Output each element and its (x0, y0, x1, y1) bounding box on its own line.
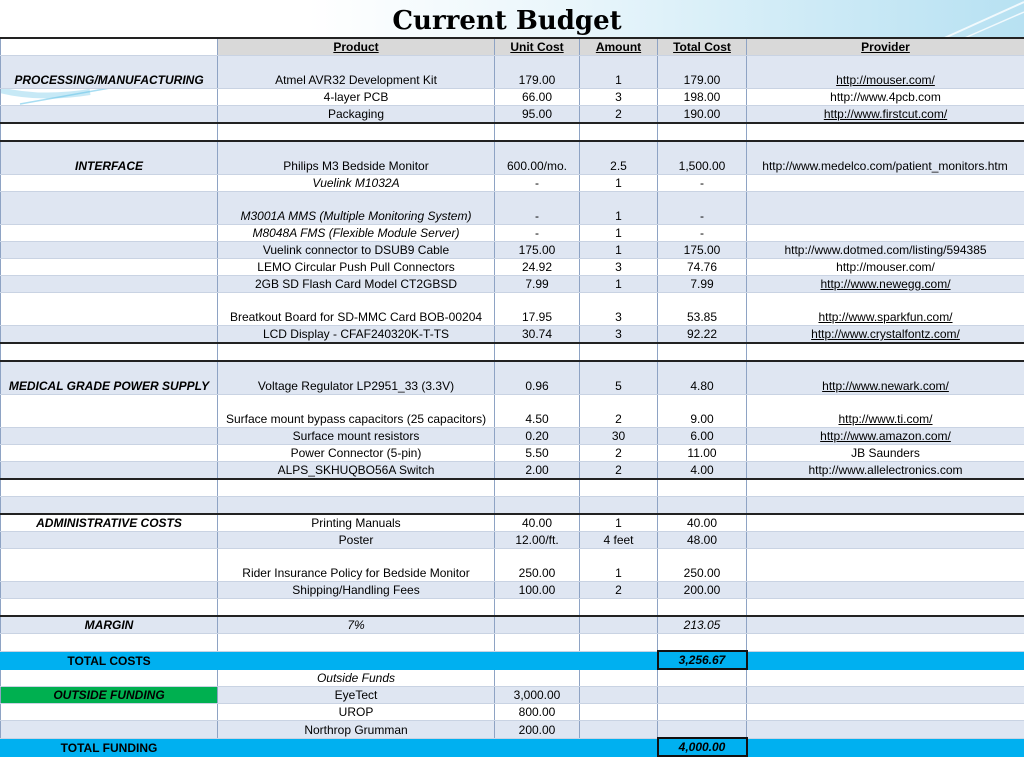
total-cost-cell: 1,500.00 (658, 141, 747, 175)
unit-cost-cell: 4.50 (495, 395, 580, 428)
total-cost-cell: - (658, 225, 747, 242)
product-cell: Poster (218, 532, 495, 549)
product-cell: Breatkout Board for SD-MMC Card BOB-00204 (218, 293, 495, 326)
outside-funds-heading: Outside Funds (218, 669, 495, 687)
total-cost-cell: 179.00 (658, 56, 747, 89)
product-cell: 4-layer PCB (218, 89, 495, 106)
provider-link[interactable]: http://www.ti.com/ (747, 395, 1024, 428)
unit-cost-cell: - (495, 192, 580, 225)
total-cost-cell: 92.22 (658, 326, 747, 344)
total-funding-value: 4,000.00 (658, 738, 747, 756)
table-row (1, 721, 1024, 739)
amount-cell: 3 (580, 259, 658, 276)
amount-cell: 1 (580, 56, 658, 89)
amount-cell: 3 (580, 293, 658, 326)
amount-cell (580, 616, 658, 634)
unit-cost-cell: - (495, 225, 580, 242)
header-product: Product (218, 38, 495, 56)
category-label: MEDICAL GRADE POWER SUPPLY (1, 361, 218, 395)
amount-cell: 2 (580, 106, 658, 124)
provider-cell (747, 514, 1024, 532)
category-label: INTERFACE (1, 141, 218, 175)
provider-link[interactable]: http://www.newegg.com/ (747, 276, 1024, 293)
unit-cost-cell: 179.00 (495, 56, 580, 89)
provider-cell (747, 532, 1024, 549)
funder-name: Northrop Grumman (218, 721, 495, 739)
category-label (1, 549, 218, 582)
product-cell: Printing Manuals (218, 514, 495, 532)
amount-cell: 30 (580, 428, 658, 445)
provider-cell (747, 225, 1024, 242)
table-row (1, 687, 1024, 704)
category-label (1, 326, 218, 344)
table-row (1, 549, 1024, 582)
amount-cell: 2.5 (580, 141, 658, 175)
category-label (1, 106, 218, 124)
unit-cost-cell: 30.74 (495, 326, 580, 344)
table-row (1, 395, 1024, 428)
total-cost-cell: 74.76 (658, 259, 747, 276)
amount-cell: 4 feet (580, 532, 658, 549)
provider-cell: http://www.allelectronics.com (747, 462, 1024, 480)
product-cell: LEMO Circular Push Pull Connectors (218, 259, 495, 276)
category-label (1, 192, 218, 225)
margin-total: 213.05 (658, 616, 747, 634)
product-cell: Philips M3 Bedside Monitor (218, 141, 495, 175)
amount-cell: 1 (580, 276, 658, 293)
unit-cost-cell: - (495, 175, 580, 192)
category-label (1, 445, 218, 462)
product-cell: Surface mount resistors (218, 428, 495, 445)
provider-link[interactable]: http://www.firstcut.com/ (747, 106, 1024, 124)
unit-cost-cell: 0.96 (495, 361, 580, 395)
table-row (1, 242, 1024, 259)
category-label: MARGIN (1, 616, 218, 634)
category-label (1, 89, 218, 106)
total-cost-cell: 175.00 (658, 242, 747, 259)
category-label (1, 428, 218, 445)
budget-table (0, 37, 1024, 757)
table-row (1, 704, 1024, 721)
table-row (1, 56, 1024, 89)
table-row (1, 445, 1024, 462)
category-label (1, 462, 218, 480)
provider-cell (747, 175, 1024, 192)
category-label (1, 276, 218, 293)
table-row (1, 582, 1024, 599)
product-cell: Vuelink M1032A (218, 175, 495, 192)
product-cell: M8048A FMS (Flexible Module Server) (218, 225, 495, 242)
product-cell: Shipping/Handling Fees (218, 582, 495, 599)
product-cell: Rider Insurance Policy for Bedside Monitor (218, 549, 495, 582)
product-cell: 2GB SD Flash Card Model CT2GBSD (218, 276, 495, 293)
category-label (1, 225, 218, 242)
total-cost-cell: - (658, 175, 747, 192)
table-row (1, 141, 1024, 175)
unit-cost-cell: 100.00 (495, 582, 580, 599)
total-cost-cell: 6.00 (658, 428, 747, 445)
unit-cost-cell: 2.00 (495, 462, 580, 480)
spacer-row (1, 479, 1024, 497)
provider-cell: http://www.dotmed.com/listing/594385 (747, 242, 1024, 259)
total-cost-cell: 40.00 (658, 514, 747, 532)
provider-link[interactable]: http://www.amazon.com/ (747, 428, 1024, 445)
total-cost-cell: 250.00 (658, 549, 747, 582)
table-row (1, 89, 1024, 106)
total-cost-cell: 4.00 (658, 462, 747, 480)
total-cost-cell: 198.00 (658, 89, 747, 106)
table-row (1, 428, 1024, 445)
table-row (1, 462, 1024, 480)
provider-cell: JB Saunders (747, 445, 1024, 462)
total-cost-cell: 48.00 (658, 532, 747, 549)
product-cell: LCD Display - CFAF240320K-T-TS (218, 326, 495, 344)
table-row (1, 276, 1024, 293)
total-cost-cell: 200.00 (658, 582, 747, 599)
unit-cost-cell: 95.00 (495, 106, 580, 124)
provider-link[interactable]: http://mouser.com/ (747, 56, 1024, 89)
total-cost-cell: 4.80 (658, 361, 747, 395)
category-label: PROCESSING/MANUFACTURING (1, 56, 218, 89)
unit-cost-cell: 66.00 (495, 89, 580, 106)
total-funding-row (1, 738, 1024, 756)
total-cost-cell: 7.99 (658, 276, 747, 293)
amount-cell: 1 (580, 242, 658, 259)
spacer-row (1, 343, 1024, 361)
unit-cost-cell (495, 616, 580, 634)
category-label (1, 582, 218, 599)
table-row (1, 225, 1024, 242)
provider-cell: http://mouser.com/ (747, 259, 1024, 276)
margin-row (1, 616, 1024, 634)
unit-cost-cell: 7.99 (495, 276, 580, 293)
total-cost-cell: 9.00 (658, 395, 747, 428)
funder-name: UROP (218, 704, 495, 721)
unit-cost-cell: 175.00 (495, 242, 580, 259)
header-total-cost: Total Cost (658, 38, 747, 56)
provider-cell: http://www.medelco.com/patient_monitors.htm (747, 141, 1024, 175)
spacer-row (1, 634, 1024, 652)
amount-cell: 3 (580, 326, 658, 344)
funding-amount: 800.00 (495, 704, 580, 721)
unit-cost-cell: 250.00 (495, 549, 580, 582)
category-label (1, 175, 218, 192)
funder-name: EyeTect (218, 687, 495, 704)
total-cost-cell: - (658, 192, 747, 225)
category-label (1, 259, 218, 276)
provider-link[interactable]: http://www.crystalfontz.com/ (747, 326, 1024, 344)
amount-cell: 2 (580, 462, 658, 480)
header-amount: Amount (580, 38, 658, 56)
header-blank (1, 38, 218, 56)
amount-cell: 2 (580, 445, 658, 462)
unit-cost-cell: 40.00 (495, 514, 580, 532)
provider-cell (747, 582, 1024, 599)
category-label (1, 242, 218, 259)
provider-cell (747, 192, 1024, 225)
amount-cell: 3 (580, 89, 658, 106)
product-cell: M3001A MMS (Multiple Monitoring System) (218, 192, 495, 225)
product-cell: Vuelink connector to DSUB9 Cable (218, 242, 495, 259)
product-cell: Atmel AVR32 Development Kit (218, 56, 495, 89)
amount-cell: 1 (580, 514, 658, 532)
table-row (1, 361, 1024, 395)
provider-link[interactable]: http://www.newark.com/ (747, 361, 1024, 395)
provider-cell (747, 616, 1024, 634)
provider-link[interactable]: http://www.sparkfun.com/ (747, 293, 1024, 326)
total-costs-value: 3,256.67 (658, 651, 747, 669)
total-cost-cell: 190.00 (658, 106, 747, 124)
unit-cost-cell: 17.95 (495, 293, 580, 326)
total-cost-cell: 11.00 (658, 445, 747, 462)
spacer-row (1, 497, 1024, 515)
header-unit-cost: Unit Cost (495, 38, 580, 56)
total-costs-row (1, 651, 1024, 669)
total-cost-cell: 53.85 (658, 293, 747, 326)
product-cell: Power Connector (5-pin) (218, 445, 495, 462)
product-cell: ALPS_SKHUQBO56A Switch (218, 462, 495, 480)
product-cell: Packaging (218, 106, 495, 124)
amount-cell: 1 (580, 192, 658, 225)
header-row (1, 38, 1024, 56)
table-row (1, 259, 1024, 276)
table-row (1, 293, 1024, 326)
spacer-row (1, 599, 1024, 617)
provider-cell (747, 549, 1024, 582)
funding-amount: 3,000.00 (495, 687, 580, 704)
table-row (1, 106, 1024, 124)
unit-cost-cell: 5.50 (495, 445, 580, 462)
category-label (1, 395, 218, 428)
total-funding-label: TOTAL FUNDING (1, 738, 218, 756)
unit-cost-cell: 24.92 (495, 259, 580, 276)
provider-cell: http://www.4pcb.com (747, 89, 1024, 106)
unit-cost-cell: 600.00/mo. (495, 141, 580, 175)
category-label: ADMINISTRATIVE COSTS (1, 514, 218, 532)
amount-cell: 1 (580, 549, 658, 582)
table-row (1, 326, 1024, 344)
margin-percent: 7% (218, 616, 495, 634)
amount-cell: 2 (580, 582, 658, 599)
outside-funding-label: OUTSIDE FUNDING (1, 687, 218, 704)
category-label (1, 293, 218, 326)
amount-cell: 2 (580, 395, 658, 428)
funding-amount: 200.00 (495, 721, 580, 739)
product-cell: Surface mount bypass capacitors (25 capacitors) (218, 395, 495, 428)
table-row (1, 514, 1024, 532)
amount-cell: 1 (580, 225, 658, 242)
spacer-row (1, 123, 1024, 141)
category-label (1, 532, 218, 549)
table-row (1, 669, 1024, 687)
table-row (1, 175, 1024, 192)
table-row (1, 192, 1024, 225)
product-cell: Voltage Regulator LP2951_33 (3.3V) (218, 361, 495, 395)
table-row (1, 532, 1024, 549)
unit-cost-cell: 0.20 (495, 428, 580, 445)
header-provider: Provider (747, 38, 1024, 56)
page-title: Current Budget (392, 6, 622, 36)
amount-cell: 1 (580, 175, 658, 192)
total-costs-label: TOTAL COSTS (1, 651, 218, 669)
amount-cell: 5 (580, 361, 658, 395)
unit-cost-cell: 12.00/ft. (495, 532, 580, 549)
